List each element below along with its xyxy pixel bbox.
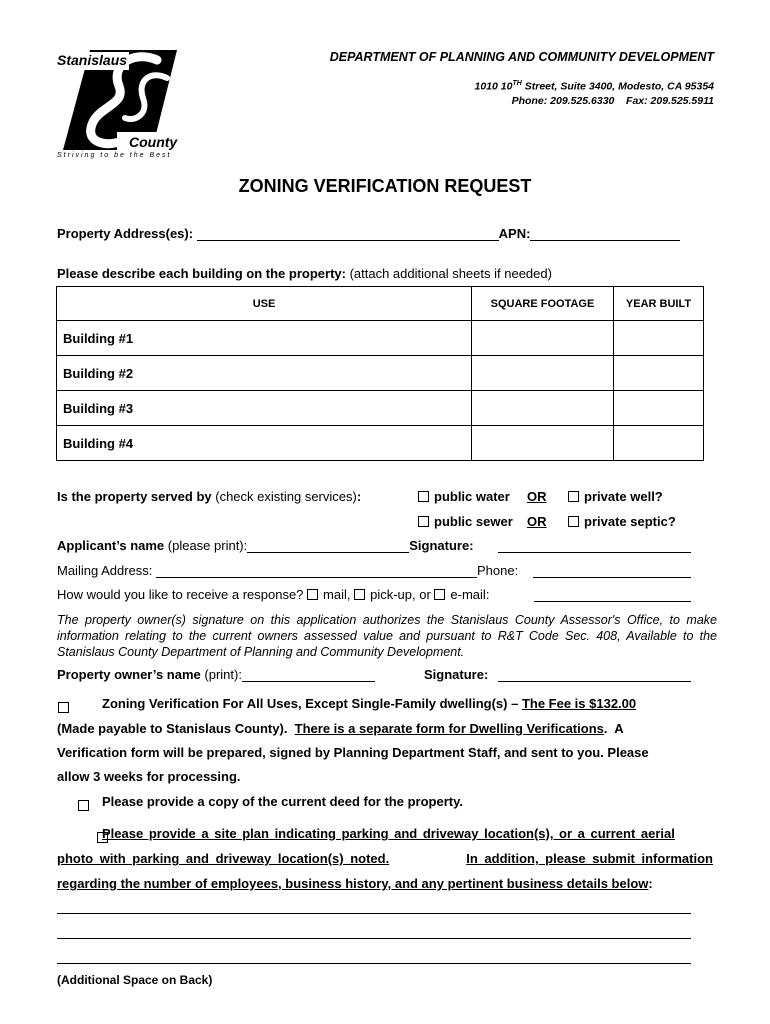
footer-note: (Additional Space on Back) — [57, 973, 213, 987]
table-row — [57, 391, 704, 426]
dwelling-form-note: There is a separate form for Dwelling Verifications — [294, 721, 604, 736]
property-address-row — [57, 226, 680, 241]
building-label: Building #1 — [63, 330, 134, 346]
address-street: Street, Suite 3400, Modesto, CA 95354 — [521, 80, 714, 93]
applicant-row — [57, 538, 474, 553]
fee-line-3: Verification form will be prepared, signed by Planning Department Staff, and sent to you. Please — [57, 745, 649, 760]
table-row — [57, 356, 704, 391]
private-septic-option[interactable] — [568, 514, 676, 529]
fee-checkbox[interactable] — [58, 702, 69, 713]
buildings-prompt-note: (attach additional sheets if needed) — [345, 266, 552, 281]
fee-payable: (Made payable to Stanislaus County). — [57, 721, 295, 736]
apn-label: APN: — [498, 226, 531, 241]
private-well-checkbox[interactable] — [568, 491, 579, 502]
building-4-year[interactable] — [614, 426, 704, 461]
building-1-use[interactable] — [57, 321, 472, 356]
building-1-sqft[interactable] — [472, 321, 614, 356]
details-line-2[interactable] — [57, 938, 691, 939]
response-row — [57, 587, 489, 602]
phone-field[interactable] — [533, 564, 691, 578]
mailing-address-label: Mailing Address: — [57, 563, 156, 578]
applicant-signature-label: Signature: — [409, 538, 474, 553]
department-address — [475, 80, 715, 93]
buildings-table-header — [57, 287, 704, 321]
services-colon: : — [356, 489, 362, 504]
or-label: OR — [527, 489, 547, 504]
fee-line-1 — [102, 696, 636, 711]
owner-row — [57, 667, 375, 682]
public-water-option[interactable] — [418, 489, 510, 504]
property-address-field[interactable] — [197, 227, 499, 241]
pickup-checkbox[interactable] — [354, 589, 365, 600]
logo-tagline: Striving to be the Best — [57, 152, 172, 159]
private-well-option[interactable] — [568, 489, 663, 504]
siteplan-colon: : — [648, 876, 653, 891]
public-water-checkbox[interactable] — [418, 491, 429, 502]
logo-word-top: Stanislaus — [57, 52, 128, 68]
owner-signature-field[interactable] — [498, 668, 691, 682]
address-number: 1010 10 — [474, 80, 513, 93]
col-year-built: YEAR BUILT — [614, 287, 704, 321]
siteplan-line-2a: photo with parking and driveway location(s) noted. — [57, 851, 390, 866]
email-label: e-mail: — [450, 587, 490, 602]
applicant-name-field[interactable] — [247, 539, 409, 553]
building-1-year[interactable] — [614, 321, 704, 356]
public-sewer-checkbox[interactable] — [418, 516, 429, 527]
private-septic-label: private septic? — [584, 514, 676, 529]
building-2-year[interactable] — [614, 356, 704, 391]
mailing-address-field[interactable] — [156, 564, 477, 578]
building-3-use[interactable] — [57, 391, 472, 426]
property-address-label: Property Address(es): — [57, 226, 197, 241]
public-water-label: public water — [434, 489, 510, 504]
table-row — [57, 426, 704, 461]
buildings-prompt — [57, 266, 552, 281]
department-phone-fax: Phone: 209.525.6330 Fax: 209.525.5911 — [511, 95, 714, 107]
applicant-signature-field[interactable] — [498, 539, 691, 553]
services-label — [57, 489, 361, 504]
building-label: Building #2 — [63, 365, 134, 381]
email-checkbox[interactable] — [434, 589, 445, 600]
buildings-table — [56, 286, 704, 461]
owner-name-field[interactable] — [242, 668, 375, 682]
or-text: , or — [412, 587, 435, 602]
details-line-3[interactable] — [57, 963, 691, 964]
building-3-year[interactable] — [614, 391, 704, 426]
owner-signature-label: Signature: — [424, 667, 489, 682]
services-label-note: (check existing services) — [211, 489, 357, 504]
fee-description: Zoning Verification For All Uses, Except Single-Family dwelling(s) – — [102, 696, 522, 711]
response-question: How would you like to receive a response? — [57, 587, 308, 602]
authorization-text: The property owner(s) signature on this application authorizes the Stanislaus County Assessor's Office, to make information relating to the current owners assessed value and pursuant to R&T Code Sec. 408, Available to the Stanislaus County Department of Planning and Community Development. — [57, 613, 717, 659]
fee-line-2-end: . A — [603, 721, 624, 736]
private-septic-checkbox[interactable] — [568, 516, 579, 527]
public-sewer-label: public sewer — [434, 514, 513, 529]
fee-line-2 — [57, 721, 624, 736]
building-4-use[interactable] — [57, 426, 472, 461]
siteplan-line-1: Please provide a site plan indicating parking and driveway location(s), or a current aerial — [102, 826, 675, 841]
building-4-sqft[interactable] — [472, 426, 614, 461]
logo-word-bottom: County — [129, 134, 178, 150]
applicant-name-note: (please print): — [164, 538, 248, 553]
col-use: USE — [57, 287, 472, 321]
owner-name-label: Property owner’s name — [57, 667, 201, 682]
owner-name-note: (print): — [200, 667, 242, 682]
department-name: DEPARTMENT OF PLANNING AND COMMUNITY DEVELOPMENT — [329, 50, 714, 64]
fee-line-4: allow 3 weeks for processing. — [57, 769, 241, 784]
mailing-row — [57, 563, 518, 578]
or-label: OR — [527, 514, 547, 529]
apn-field[interactable] — [530, 227, 680, 241]
building-3-sqft[interactable] — [472, 391, 614, 426]
deed-text: Please provide a copy of the current deed for the property. — [102, 794, 463, 809]
siteplan-line-3 — [57, 876, 653, 891]
services-label-bold: Is the property served by — [57, 489, 212, 504]
details-line-1[interactable] — [57, 913, 691, 914]
building-2-sqft[interactable] — [472, 356, 614, 391]
applicant-name-label: Applicant’s name — [57, 538, 165, 553]
mail-label: mail, — [323, 587, 355, 602]
county-logo — [55, 48, 185, 163]
pickup-label: pick-up — [370, 587, 413, 602]
siteplan-line-2b: In addition, please submit information — [466, 851, 713, 866]
table-row — [57, 321, 704, 356]
col-square-footage: SQUARE FOOTAGE — [472, 287, 614, 321]
email-field[interactable] — [534, 588, 691, 602]
building-label: Building #4 — [63, 435, 134, 451]
siteplan-details: regarding the number of employees, business history, and any pertinent business details below — [57, 876, 649, 891]
private-well-label: private well? — [584, 489, 663, 504]
phone-label: Phone: — [477, 563, 519, 578]
deed-checkbox[interactable] — [78, 800, 89, 811]
mail-checkbox[interactable] — [307, 589, 318, 600]
public-sewer-option[interactable] — [418, 514, 513, 529]
building-2-use[interactable] — [57, 356, 472, 391]
buildings-prompt-bold: Please describe each building on the property: — [57, 266, 346, 281]
form-title: ZONING VERIFICATION REQUEST — [238, 176, 532, 196]
address-sup: TH — [512, 80, 522, 87]
fee-amount: The Fee is $132.00 — [521, 696, 637, 711]
building-label: Building #3 — [63, 400, 134, 416]
